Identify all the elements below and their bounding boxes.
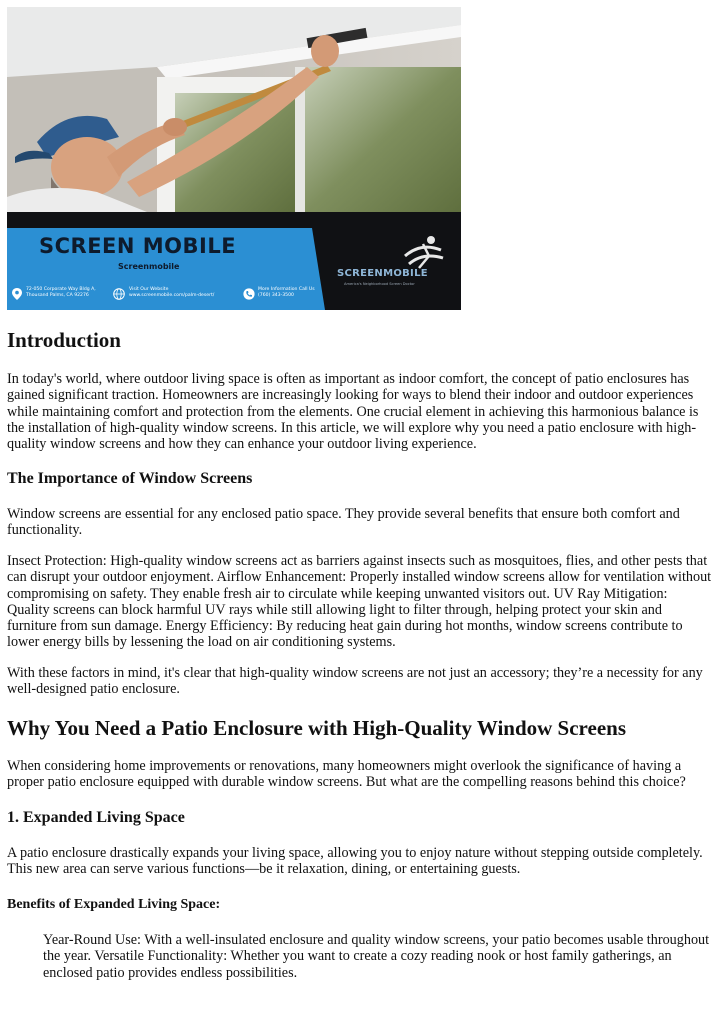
website-url[interactable]: www.screenmobile.com/palm-desert/ <box>129 292 215 298</box>
intro-heading: Introduction <box>7 328 121 352</box>
address-block <box>26 287 96 298</box>
screenmobile-logo-icon <box>401 234 445 270</box>
address-line-2: Thousand Palms, CA 92276 <box>26 292 89 298</box>
why-paragraph: When considering home improvements or renovations, many homeowners might overlook the significance of having a proper patio enclosure equipped with durable window screens. But what are the compelling reasons behind this choice? <box>7 758 686 791</box>
phone-number[interactable]: (760) 343-3500 <box>258 292 294 298</box>
globe-icon <box>113 288 125 300</box>
why-heading: Why You Need a Patio Enclosure with High-Quality Window Screens <box>7 716 626 740</box>
benefits-paragraph: Insect Protection: High-quality window screens act as barriers against insects such as mosquitoes, flies, and other pests that can disrupt your outdoor enjoyment. Airflow Enhancement: Properly installed window screens allow for ventilation without compromising on safety. They enable fresh air to circulate while keeping unwanted visitors out. UV Ray Mitigation: Quality screens can block harmful UV rays while still allowing light to filter through, helping protect your skin and furniture from sun damage. Energy Efficiency: By reducing heat gain during hot months, window screens contribute to lower energy bills by lessening the load on air conditioning systems. <box>7 553 712 651</box>
benefits-expanded-heading: Benefits of Expanded Living Space: <box>7 897 221 912</box>
hero-image <box>7 7 461 310</box>
installer-photo <box>7 7 461 212</box>
banner-subtitle: Screenmobile <box>118 262 180 271</box>
banner-title: SCREEN MOBILE <box>39 234 237 258</box>
intro-paragraph: In today's world, where outdoor living space is often as important as indoor comfort, the concept of patio enclosures has gained significant traction. Homeowners are increasingly looking for ways to blend their indoor and outdoor experiences while maintaining comfort and protection from the elements. One crucial element in achieving this harmonious balance is the installation of high-quality window screens. In this article, we will explore why you need a patio enclosure with high-quality window screens and how they can enhance your outdoor living experience. <box>7 371 699 453</box>
logo-tagline: America's Neighborhood Screen Doctor <box>344 282 415 286</box>
phone-icon <box>243 288 255 300</box>
factors-paragraph: With these factors in mind, it's clear that high-quality window screens are not just an accessory; they’re a necessity for any well-designed patio enclosure. <box>7 665 703 698</box>
phone-block <box>258 287 315 298</box>
importance-paragraph: Window screens are essential for any enclosed patio space. They provide several benefits that ensure both comfort and functionality. <box>7 506 680 539</box>
expanded-paragraph: A patio enclosure drastically expands your living space, allowing you to enjoy nature without stepping outside completely. This new area can serve various functions—be it relaxation, dining, or entertaining guests. <box>7 845 703 878</box>
benefits-expanded-item: Year-Round Use: With a well-insulated enclosure and quality window screens, your patio becomes usable throughout the year. Versatile Functionality: Whether you want to create a cozy reading nook or host family gatherings, an enclosed patio provides endless possibilities. <box>43 932 710 981</box>
address-line-1: 72-050 Corporate Way Bldg A, <box>26 287 96 292</box>
website-block <box>129 287 214 298</box>
website-label: Visit Our Website <box>129 287 169 292</box>
logo-wordmark: SCREENMOBILE <box>337 268 428 279</box>
phone-label: More Information Call Us <box>258 287 315 292</box>
location-pin-icon <box>12 288 22 300</box>
installer-illustration <box>7 7 461 212</box>
importance-heading: The Importance of Window Screens <box>7 470 253 487</box>
promo-banner <box>7 212 461 310</box>
expanded-heading: 1. Expanded Living Space <box>7 809 185 826</box>
